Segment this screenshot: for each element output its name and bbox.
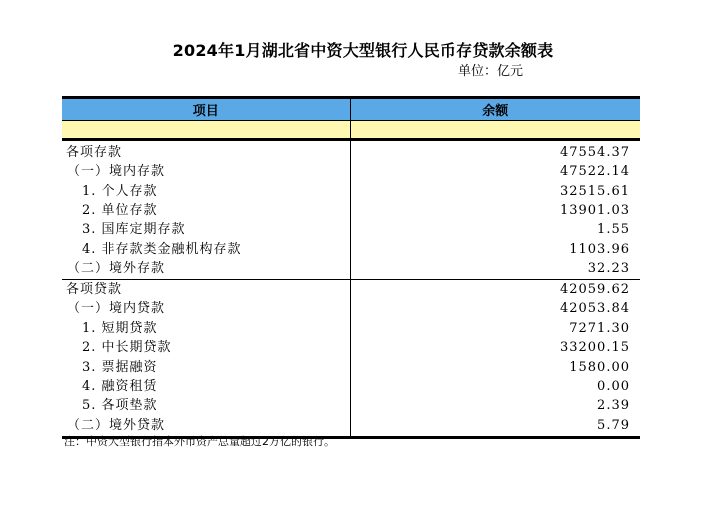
- row-label: 各项存款: [62, 143, 350, 162]
- row-value: 32515.61: [559, 183, 630, 199]
- row-value: 42059.62: [350, 280, 640, 300]
- balance-table: [62, 96, 640, 439]
- page-title: 2024年1月湖北省中资大型银行人民币存贷款余额表: [172, 41, 554, 60]
- row-label: （二）境外贷款: [62, 416, 350, 437]
- row-value: 7271.30: [569, 320, 630, 336]
- row-value: 1580.00: [569, 359, 630, 375]
- row-label: 1. 个人存款: [62, 182, 350, 201]
- header-item: 项目: [62, 98, 350, 121]
- footnote: 注：中资大型银行指本外币资产总量超过2万亿的银行。: [64, 435, 335, 448]
- row-label: （二）境外存款: [62, 260, 350, 280]
- table-row: [62, 377, 640, 396]
- row-value: 47522.14: [559, 164, 630, 180]
- row-value: 13901.03: [559, 203, 630, 219]
- header-balance: 余额: [350, 98, 640, 121]
- table-header-row: [62, 98, 640, 121]
- table-row: [62, 240, 640, 259]
- row-value: 5.79: [350, 416, 640, 437]
- row-label: 3. 票据融资: [62, 358, 350, 377]
- table-row: [62, 201, 640, 220]
- row-label: 4. 非存款类金融机构存款: [62, 240, 350, 259]
- row-value: 1103.96: [569, 241, 630, 257]
- row-value: 0.00: [597, 378, 630, 394]
- table-row: [62, 300, 640, 319]
- row-label: （一）境内贷款: [62, 300, 350, 319]
- row-label: 1. 短期贷款: [62, 319, 350, 338]
- row-value: 32.23: [587, 261, 630, 277]
- row-value: 2.39: [597, 398, 630, 414]
- table-row: [62, 162, 640, 181]
- row-value: 1.55: [597, 222, 630, 238]
- unit-label: 单位：亿元: [458, 64, 524, 79]
- row-value: 33200.15: [559, 340, 630, 356]
- table-row: [62, 397, 640, 416]
- row-label: 2. 中长期贷款: [62, 338, 350, 357]
- row-label: 2. 单位存款: [62, 201, 350, 220]
- row-label: 各项贷款: [62, 280, 350, 300]
- row-label: 4. 融资租赁: [62, 377, 350, 396]
- row-value: 42053.84: [559, 301, 630, 317]
- table-row: [62, 182, 640, 201]
- table-row: [62, 358, 640, 377]
- header-band: [62, 121, 640, 140]
- row-label: （一）境内存款: [62, 162, 350, 181]
- table-row: [62, 280, 640, 300]
- table-row: [62, 221, 640, 240]
- table-row: [62, 338, 640, 357]
- table-row: [62, 319, 640, 338]
- row-value: 47554.37: [559, 144, 630, 160]
- row-label: 5. 各项垫款: [62, 397, 350, 416]
- table-row: [62, 143, 640, 162]
- row-label: 3. 国库定期存款: [62, 221, 350, 240]
- table-row: [62, 260, 640, 280]
